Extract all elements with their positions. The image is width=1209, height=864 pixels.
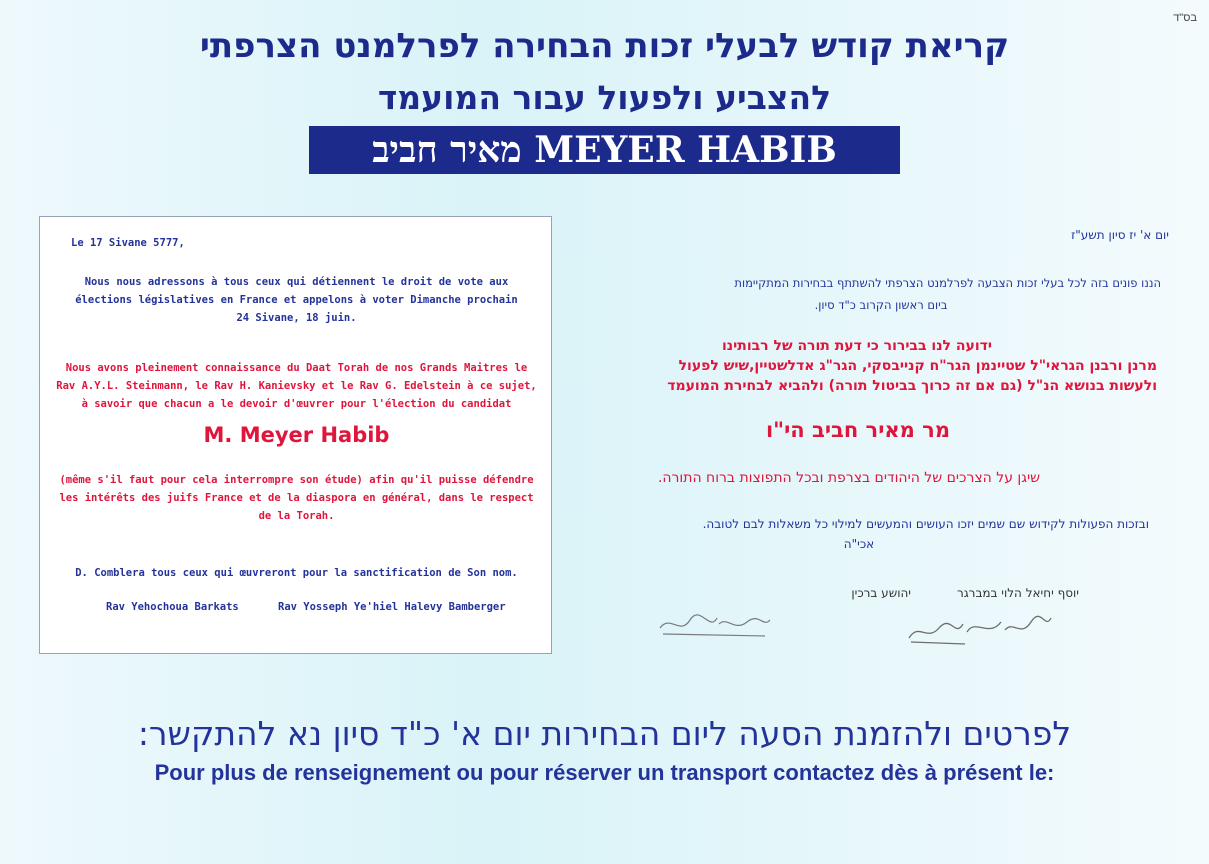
hebrew-p1-line2: ביום ראשון הקרוב כ"ד סיון. [814, 298, 948, 312]
hebrew-signatory-2: יוסף יחיאל הלוי במברגר [956, 586, 1079, 600]
hebrew-p2-line3: ולעשות בנושא הנ"ל (גם אם זה כרוך בביטול תורה) ולהביא לבחירת המועמד [667, 378, 1157, 394]
title-line-1: קריאת קודש לבעלי זכות הבחירה לפרלמנט הצרפתי [199, 26, 1010, 66]
hebrew-p1-line1: הננו פונים בזה לכל בעלי זכות הצבעה לפרלמנט הצרפתי להשתתף בבחירות המתקיימות [734, 276, 1161, 290]
hebrew-paragraph-1 [601, 272, 1161, 316]
french-blessing: D. Comblera tous ceux qui œuvreront pour la sanctification de Son nom. [75, 567, 518, 579]
hebrew-p2-line2: מרנן ורבנן הגראי"ל שטיינמן הגר"ח קנייבסקי, הגר"ג אדלשטיין,שיש לפעול [678, 358, 1157, 374]
hebrew-p4-line1: ובזכות הפעולות לקידוש שם שמים יזכו העושים והמעשים למילוי כל משאלות לבם לטובה. [702, 517, 1149, 531]
hebrew-p2-line1: ידועה לנו בבירור כי דעת תורה של רבותינו [722, 338, 992, 354]
hebrew-paragraph-3: שיגן על הצרכים של היהודים בצרפת ובכל התפוצות ברוח התורה. [657, 470, 1041, 486]
hebrew-date: יום א' יז סיון תשע"ז [1071, 228, 1169, 242]
signature-bamberger [905, 608, 1055, 648]
french-signatory-1: Rav Yehochoua Barkats [106, 601, 239, 613]
candidate-banner: MEYER HABIB מאיר חביב [309, 126, 900, 174]
hebrew-p4-line2: אכי"ה [843, 537, 875, 551]
french-candidate-name: M. Meyer Habib [203, 423, 390, 447]
footer-french: Pour plus de renseignement ou pour réserver un transport contactez dès à présent le: [154, 760, 1055, 785]
french-signatory-2: Rav Yosseph Ye'hiel Halevy Bamberger [278, 601, 506, 613]
french-paragraph-2: Nous avons pleinement connaissance du Daat Torah de nos Grands Maitres le Rav A.Y.L. Steinmann, le Rav H. Kanievsky et le Rav G. Edelstein à ce sujet, à savoir que chacun a le devoir d'œuvrer pour l'élection du candidat [56, 362, 537, 410]
bsd-mark: בס"ד [1173, 12, 1197, 24]
hebrew-candidate-name: מר מאיר חביב הי"ו [765, 418, 951, 442]
french-paragraph-3: (même s'il faut pour cela interrompre son étude) afin qu'il puisse défendre les intérêts des juifs France et de la diaspora en général, dans le respect de la Torah. [59, 474, 534, 522]
french-letter-box [39, 216, 552, 654]
hebrew-paragraph-2 [557, 336, 1157, 396]
title-line-2: להצביע ולפעול עבור המועמד [377, 78, 832, 117]
french-paragraph-1: Nous nous adressons à tous ceux qui détiennent le droit de vote aux élections législatives en France et appelons à voter Dimanche prochain 24 Sivane, 18 juin. [75, 276, 518, 324]
french-date: Le 17 Sivane 5777, [71, 237, 185, 249]
hebrew-paragraph-4 [569, 514, 1149, 554]
signature-barkats [655, 606, 775, 642]
footer-hebrew: לפרטים ולהזמנת הסעה ליום הבחירות יום א' כ"ד סיון נא להתקשר: [137, 714, 1072, 753]
hebrew-signatory-1: יהושע ברכין [851, 586, 911, 600]
